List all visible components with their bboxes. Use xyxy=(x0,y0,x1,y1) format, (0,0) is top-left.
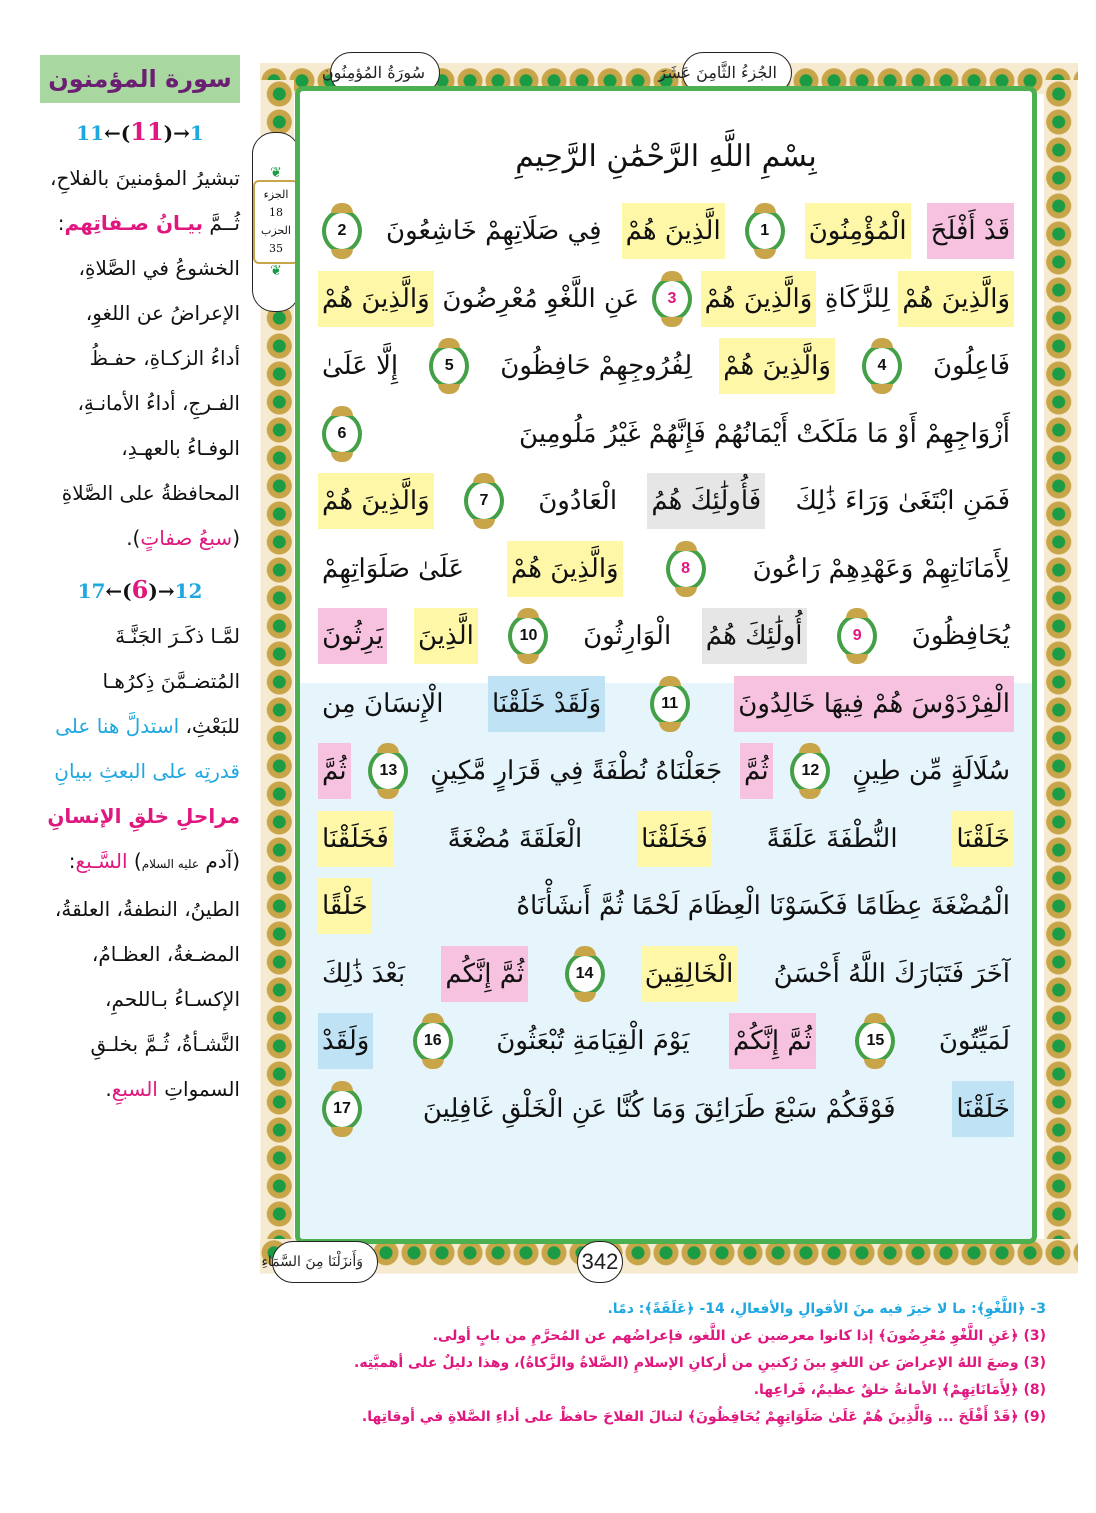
ayah-number-marker: 7 xyxy=(464,479,504,523)
ayah-number-marker: 3 xyxy=(652,277,692,321)
verse-text: الْإِنسَانَ مِن xyxy=(322,688,444,719)
highlighted-phrase: فَخَلَقْنَا xyxy=(637,811,712,867)
surah-title: سورة المؤمنون xyxy=(40,55,240,103)
verse-text: لِأَمَانَاتِهِمْ وَعَهْدِهِمْ رَاعُونَ xyxy=(752,553,1010,584)
highlighted-phrase: الْفِرْدَوْسَ هُمْ فِيهَا خَالِدُونَ xyxy=(734,676,1014,732)
footnotes xyxy=(246,1296,1046,1431)
tafsir-line: (سبعُ صفاتٍ). xyxy=(126,526,240,550)
highlighted-phrase: وَالَّذِينَ هُمْ xyxy=(318,473,434,529)
highlighted-phrase: وَلَقَدْ خَلَقْنَا xyxy=(488,676,605,732)
highlighted-phrase: فَأُولَٰئِكَ هُمُ xyxy=(647,473,765,529)
verse-text: فَوْقَكُمْ سَبْعَ طَرَائِقَ وَمَا كُنَّا عَنِ الْخَلْقِ غَافِلِينَ xyxy=(422,1093,896,1124)
verse-text: فَاعِلُونَ xyxy=(933,351,1010,381)
highlighted-phrase: الَّذِينَ هُمْ xyxy=(622,203,725,259)
basmala: بِسْمِ اللَّهِ الرَّحْمَٰنِ الرَّحِيمِ xyxy=(515,139,817,174)
alayhi-salam-glyph: عليه السلام xyxy=(141,857,199,871)
tafsir-line: لمَّـا ذكَـرَ الجَنَّـةَ xyxy=(115,624,240,648)
verse-line xyxy=(318,1009,1014,1073)
verse-text: الْوَارِثُونَ xyxy=(583,621,672,651)
highlighted-phrase: خَلَقْنَا xyxy=(952,811,1014,867)
ayah-number-marker: 13 xyxy=(368,749,408,793)
ayah-number-marker: 5 xyxy=(429,344,469,388)
ayah-number-marker: 12 xyxy=(790,749,830,793)
highlighted-phrase: ثُمَّ xyxy=(318,743,351,799)
verse-text: إِلَّا عَلَىٰ xyxy=(322,351,399,381)
highlighted-phrase: خَلْقًا xyxy=(318,878,372,934)
verse-text: يُحَافِظُونَ xyxy=(911,621,1010,651)
highlighted-phrase: قَدْ أَفْلَحَ xyxy=(927,203,1014,259)
quran-text-panel xyxy=(295,86,1037,1244)
ayah-number-marker: 15 xyxy=(855,1019,895,1063)
highlighted-phrase: يَرِثُونَ xyxy=(318,608,387,664)
ornament-border-right xyxy=(1044,80,1086,1255)
ayah-number-marker: 10 xyxy=(508,614,548,658)
highlighted-phrase: وَالَّذِينَ هُمْ xyxy=(719,338,835,394)
highlighted-phrase: خَلَقْنَا xyxy=(952,1081,1014,1137)
verse-line xyxy=(318,739,1014,803)
tafsir-line: السمواتِ السبعِ. xyxy=(105,1077,240,1101)
tafsir-line: (آدم عليه السلام) السَّـبع: xyxy=(68,849,240,873)
highlighted-phrase: وَالَّذِينَ هُمْ xyxy=(898,271,1014,327)
juz-hizb-badge: ❦ الجزء 18 الحزب 35 ❦ xyxy=(252,132,300,312)
ayah-number-marker: 14 xyxy=(565,952,605,996)
next-page-catchword: وَأَنزَلْنَا مِنَ السَّمَاءِ xyxy=(272,1241,378,1283)
highlighted-phrase: ثُمَّ xyxy=(740,743,773,799)
verse-text: فِي صَلَاتِهِمْ خَاشِعُونَ xyxy=(386,216,602,246)
verse-text: أَزْوَاجِهِمْ أَوْ مَا مَلَكَتْ أَيْمَانُهُمْ فَإِنَّهُمْ غَيْرُ مَلُومِينَ xyxy=(519,418,1010,449)
ayah-number-marker: 8 xyxy=(666,547,706,591)
section-2-text xyxy=(40,614,240,1112)
verse-line xyxy=(318,1077,1014,1141)
highlighted-phrase: الْمُؤْمِنُونَ xyxy=(805,203,911,259)
tafsir-line: الإكسـاءُ بـاللحمِ، xyxy=(105,987,240,1011)
verse-line xyxy=(318,942,1014,1006)
verse-line xyxy=(318,874,1014,938)
tafsir-line: الخشوعُ في الصَّلاةِ، xyxy=(78,256,240,280)
tafsir-line: الطينُ، النطفةُ، العلقةُ، xyxy=(54,897,240,921)
mushaf-page xyxy=(252,50,1096,1285)
verse-text: بَعْدَ ذَٰلِكَ xyxy=(322,958,406,989)
ornament-border-bottom xyxy=(260,1239,1078,1285)
verse-text: عَلَىٰ صَلَوَاتِهِمْ xyxy=(322,553,464,584)
tafsir-line: مراحلِ خلقِ الإنسانِ xyxy=(47,804,240,828)
verse-text: فَمَنِ ابْتَغَىٰ وَرَاءَ ذَٰلِكَ xyxy=(795,486,1010,516)
section-1-text xyxy=(40,156,240,561)
verse-line xyxy=(318,199,1014,263)
tafsir-line: للبَعْثِ، استدلَّ هنا على xyxy=(55,714,240,738)
highlighted-phrase: وَلَقَدْ xyxy=(318,1013,373,1069)
verse-text: الْمُضْغَةَ عِظَامًا فَكَسَوْنَا الْعِظَامَ لَحْمًا ثُمَّ أَنشَأْنَاهُ xyxy=(516,891,1010,921)
tafsir-line: تبشيرُ المؤمنينَ بالفلاحِ، xyxy=(50,166,240,190)
verse-text: لِفُرُوجِهِمْ حَافِظُونَ xyxy=(500,351,693,381)
verse-range-2: 17←(6)→12 xyxy=(77,575,203,604)
verse-line xyxy=(318,537,1014,601)
ornament-icon: ❦ xyxy=(270,263,282,279)
tafsir-line: أداءُ الزكـاةِ، حفـظُ xyxy=(89,346,240,370)
verse-text: آخَرَ فَتَبَارَكَ اللَّهُ أَحْسَنُ xyxy=(773,958,1010,989)
ayah-number-marker: 11 xyxy=(650,682,690,726)
ayah-number-marker: 16 xyxy=(413,1019,453,1063)
highlighted-phrase: أُولَٰئِكَ هُمُ xyxy=(702,608,807,664)
highlighted-phrase: ثُمَّ إِنَّكُمْ xyxy=(729,1013,816,1069)
tafsir-line: المُتضـمَّنَ ذِكرُهـا xyxy=(102,669,240,693)
tafsir-line: المحافظةُ على الصَّلاةِ xyxy=(61,481,240,505)
verse-text: الْعَادُونَ xyxy=(538,486,618,516)
verse-text: الْعَلَقَةَ مُضْغَةً xyxy=(447,823,583,854)
verse-text: يَوْمَ الْقِيَامَةِ تُبْعَثُونَ xyxy=(496,1026,690,1056)
tafsir-line: الإعراضُ عن اللغوِ، xyxy=(85,301,240,325)
tafsir-line: النَّشـأةُ، ثُـمَّ بخلـقِ xyxy=(90,1032,240,1056)
verse-line xyxy=(318,267,1014,331)
highlighted-phrase: وَالَّذِينَ هُمْ xyxy=(701,271,817,327)
ayah-number-marker: 9 xyxy=(837,614,877,658)
verse-range-1: 11←(11)→1 xyxy=(76,117,204,146)
highlighted-phrase: الَّذِينَ xyxy=(414,608,478,664)
tafsir-line: قدرتِه على البعثِ ببيانِ xyxy=(54,759,240,783)
verse-line xyxy=(318,672,1014,736)
footnote-vocab: 3- ﴿اللَّغْوِ﴾: ما لا خيرَ فيه منَ الأقوالِ والأفعالِ، 14- ﴿عَلَقَةً﴾: دمًا. xyxy=(607,1301,1046,1317)
verse-text: لَمَيِّتُونَ xyxy=(938,1026,1010,1056)
footnote: (3) وضعَ اللهُ الإعراضَ عن اللغوِ بينَ رُكنينِ من أركانِ الإسلامِ (الصَّلاةُ والزَّكاةُ)، وهذا دليلٌ على أهميَّتِه. xyxy=(354,1355,1046,1371)
footnote: (9) ﴿قَدْ أَفْلَحَ ... وَالَّذِينَ هُمْ عَلَىٰ صَلَوَاتِهِمْ يُحَافِظُونَ﴾ لتنالَ الفلاحَ حافظْ على أداءِ الصَّلاةِ في أوقاتِها. xyxy=(361,1409,1046,1425)
highlighted-phrase: الْخَالِقِينَ xyxy=(641,946,738,1002)
ayah-number-marker: 6 xyxy=(322,412,362,456)
tafsir-line: ثُــمَّ بيـانُ صـفاتِهم: xyxy=(57,211,240,235)
highlighted-phrase: فَخَلَقْنَا xyxy=(318,811,393,867)
verse-text: لِلزَّكَاةِ xyxy=(824,283,890,314)
verse-text: جَعَلْنَاهُ نُطْفَةً فِي قَرَارٍ مَّكِينٍ xyxy=(430,756,723,786)
verse-text: سُلَالَةٍ مِّن طِينٍ xyxy=(852,756,1010,786)
ayah-number-marker: 4 xyxy=(862,344,902,388)
surah-name-label: سُورَةُ المُؤمِنُون xyxy=(330,52,440,94)
ornament-icon: ❦ xyxy=(270,165,282,181)
verse-line xyxy=(318,334,1014,398)
verse-line xyxy=(318,402,1014,466)
highlighted-phrase: وَالَّذِينَ هُمْ xyxy=(318,271,434,327)
page-number: 342 xyxy=(577,1241,623,1283)
verse-line xyxy=(318,807,1014,871)
verse-text: النُّطْفَةَ عَلَقَةً xyxy=(766,823,898,854)
highlighted-phrase: وَالَّذِينَ هُمْ xyxy=(507,541,623,597)
verse-line xyxy=(318,469,1014,533)
tafsir-line: المضـغةُ، العظـامُ، xyxy=(91,942,240,966)
footnote: (8) ﴿لِأَمَانَاتِهِمْ﴾ الأمانةُ خلقٌ عظيمٌ، فَراعِها. xyxy=(753,1382,1046,1398)
ayah-number-marker: 2 xyxy=(322,209,362,253)
tafsir-line: الوفـاءُ بالعهـدِ، xyxy=(121,436,240,460)
tafsir-sidebar xyxy=(40,55,240,1112)
ayah-number-marker: 17 xyxy=(322,1087,362,1131)
ayah-number-marker: 1 xyxy=(745,209,785,253)
footnote: (3) ﴿عَنِ اللَّغْوِ مُعْرِضُونَ﴾ إذا كانوا معرضين عن اللَّغو، فإعراضُهم عن المُحرَّمِ من بابٍ أولى. xyxy=(432,1328,1046,1344)
tafsir-line: الفـرجِ، أداءُ الأمانـةِ، xyxy=(77,391,240,415)
verse-line xyxy=(318,604,1014,668)
highlighted-phrase: ثُمَّ إِنَّكُم xyxy=(441,946,528,1002)
verse-text: عَنِ اللَّغْوِ مُعْرِضُونَ xyxy=(442,283,640,314)
juz-name-label: الجُزءُ الثَّامِنَ عَشَرَ xyxy=(682,52,792,94)
